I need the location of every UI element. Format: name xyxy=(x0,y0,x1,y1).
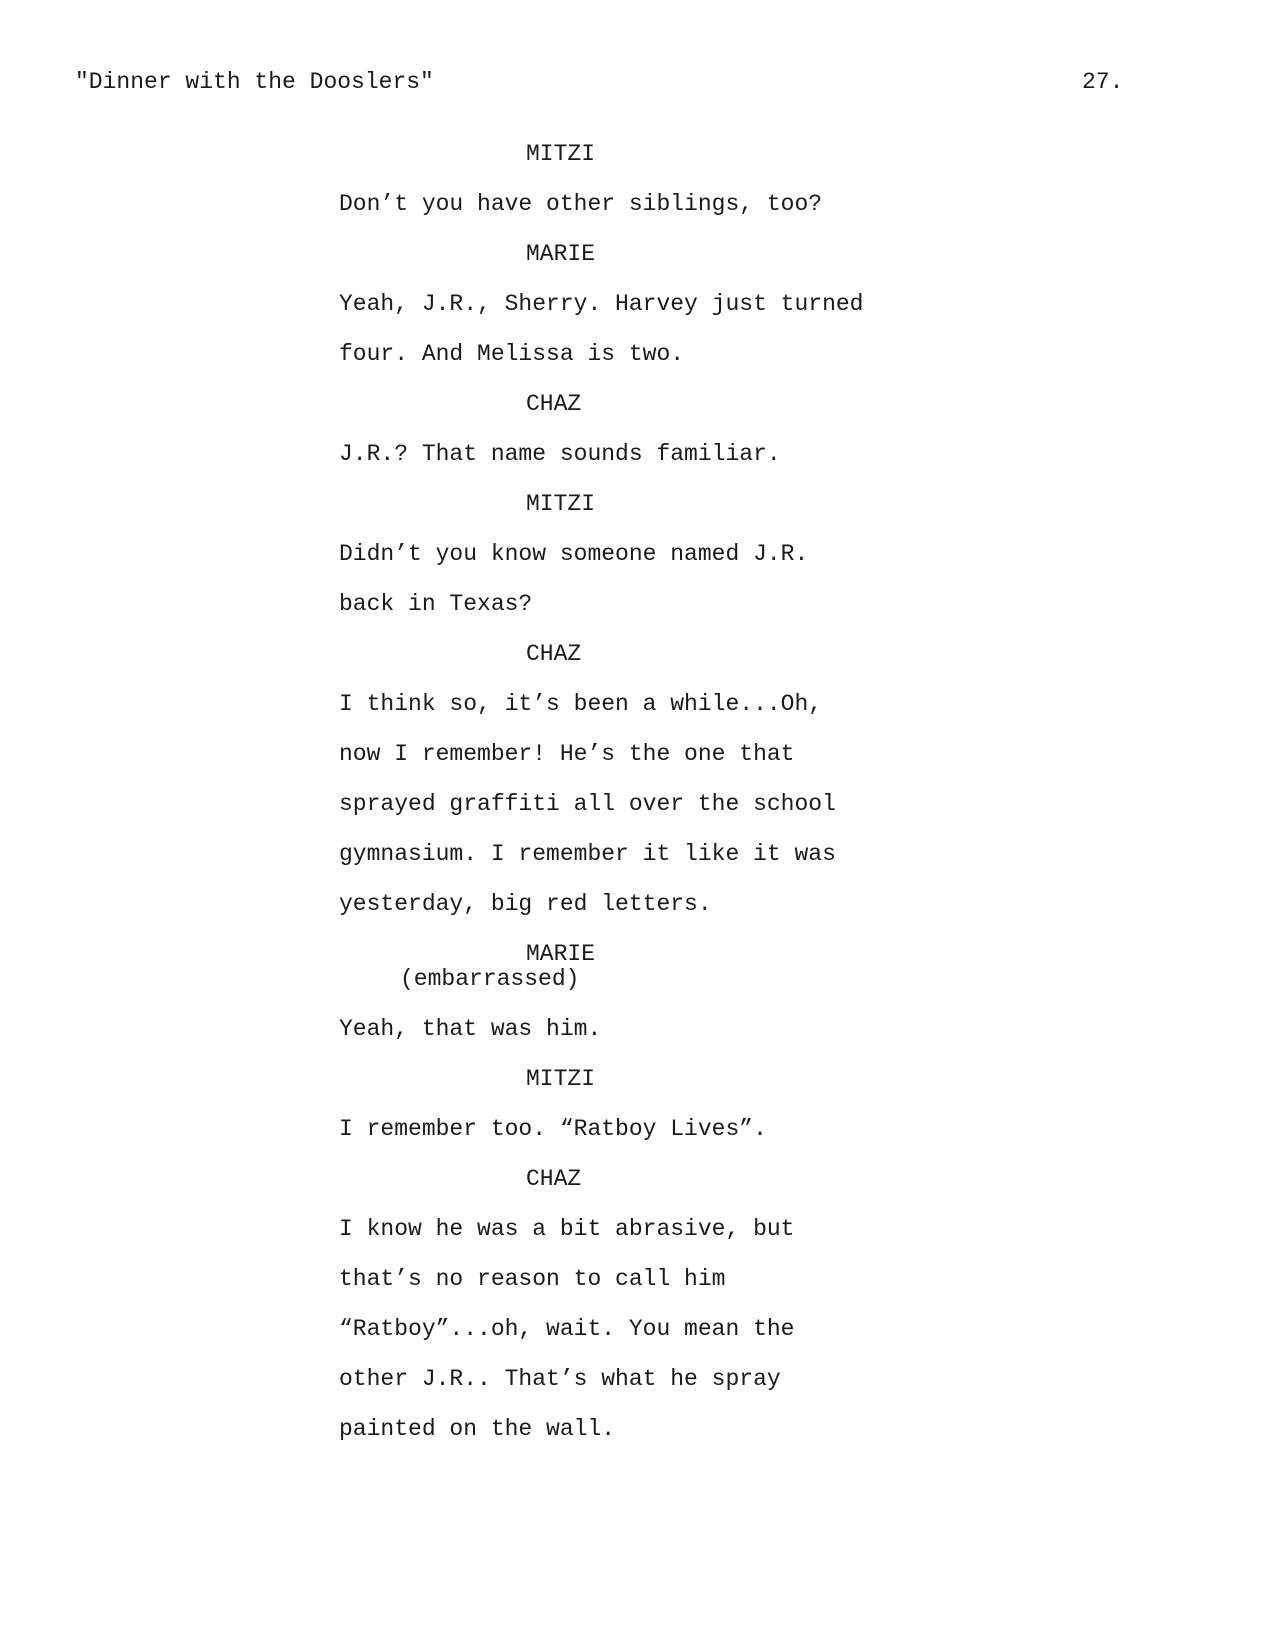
dialogue-line: that’s no reason to call him xyxy=(339,1266,726,1292)
dialogue-line: gymnasium. I remember it like it was xyxy=(339,841,836,867)
dialogue-line: “Ratboy”...oh, wait. You mean the xyxy=(339,1316,795,1342)
dialogue-line: painted on the wall. xyxy=(339,1416,616,1442)
dialogue-line: back in Texas? xyxy=(339,591,533,617)
dialogue-line: I remember too. “Ratboy Lives”. xyxy=(339,1116,767,1142)
character-name: MARIE xyxy=(526,941,596,967)
script-title-header: "Dinner with the Dooslers" xyxy=(75,69,434,95)
parenthetical: (embarrassed) xyxy=(400,966,580,992)
dialogue-line: Yeah, that was him. xyxy=(339,1016,602,1042)
character-name: CHAZ xyxy=(526,1166,582,1192)
character-name: MITZI xyxy=(526,1066,596,1092)
dialogue-line: yesterday, big red letters. xyxy=(339,891,712,917)
page-number: 27. xyxy=(1082,69,1124,95)
dialogue-line: I know he was a bit abrasive, but xyxy=(339,1216,795,1242)
dialogue-line: Didn’t you know someone named J.R. xyxy=(339,541,809,567)
dialogue-line: other J.R.. That’s what he spray xyxy=(339,1366,781,1392)
dialogue-line: sprayed graffiti all over the school xyxy=(339,791,836,817)
dialogue-line: four. And Melissa is two. xyxy=(339,341,685,367)
character-name: CHAZ xyxy=(526,391,582,417)
dialogue-line: Don’t you have other siblings, too? xyxy=(339,191,823,217)
character-name: MARIE xyxy=(526,241,596,267)
character-name: MITZI xyxy=(526,491,596,517)
dialogue-line: J.R.? That name sounds familiar. xyxy=(339,441,781,467)
dialogue-line: I think so, it’s been a while...Oh, xyxy=(339,691,823,717)
character-name: CHAZ xyxy=(526,641,582,667)
character-name: MITZI xyxy=(526,141,596,167)
dialogue-line: Yeah, J.R., Sherry. Harvey just turned xyxy=(339,291,864,317)
dialogue-line: now I remember! He’s the one that xyxy=(339,741,795,767)
